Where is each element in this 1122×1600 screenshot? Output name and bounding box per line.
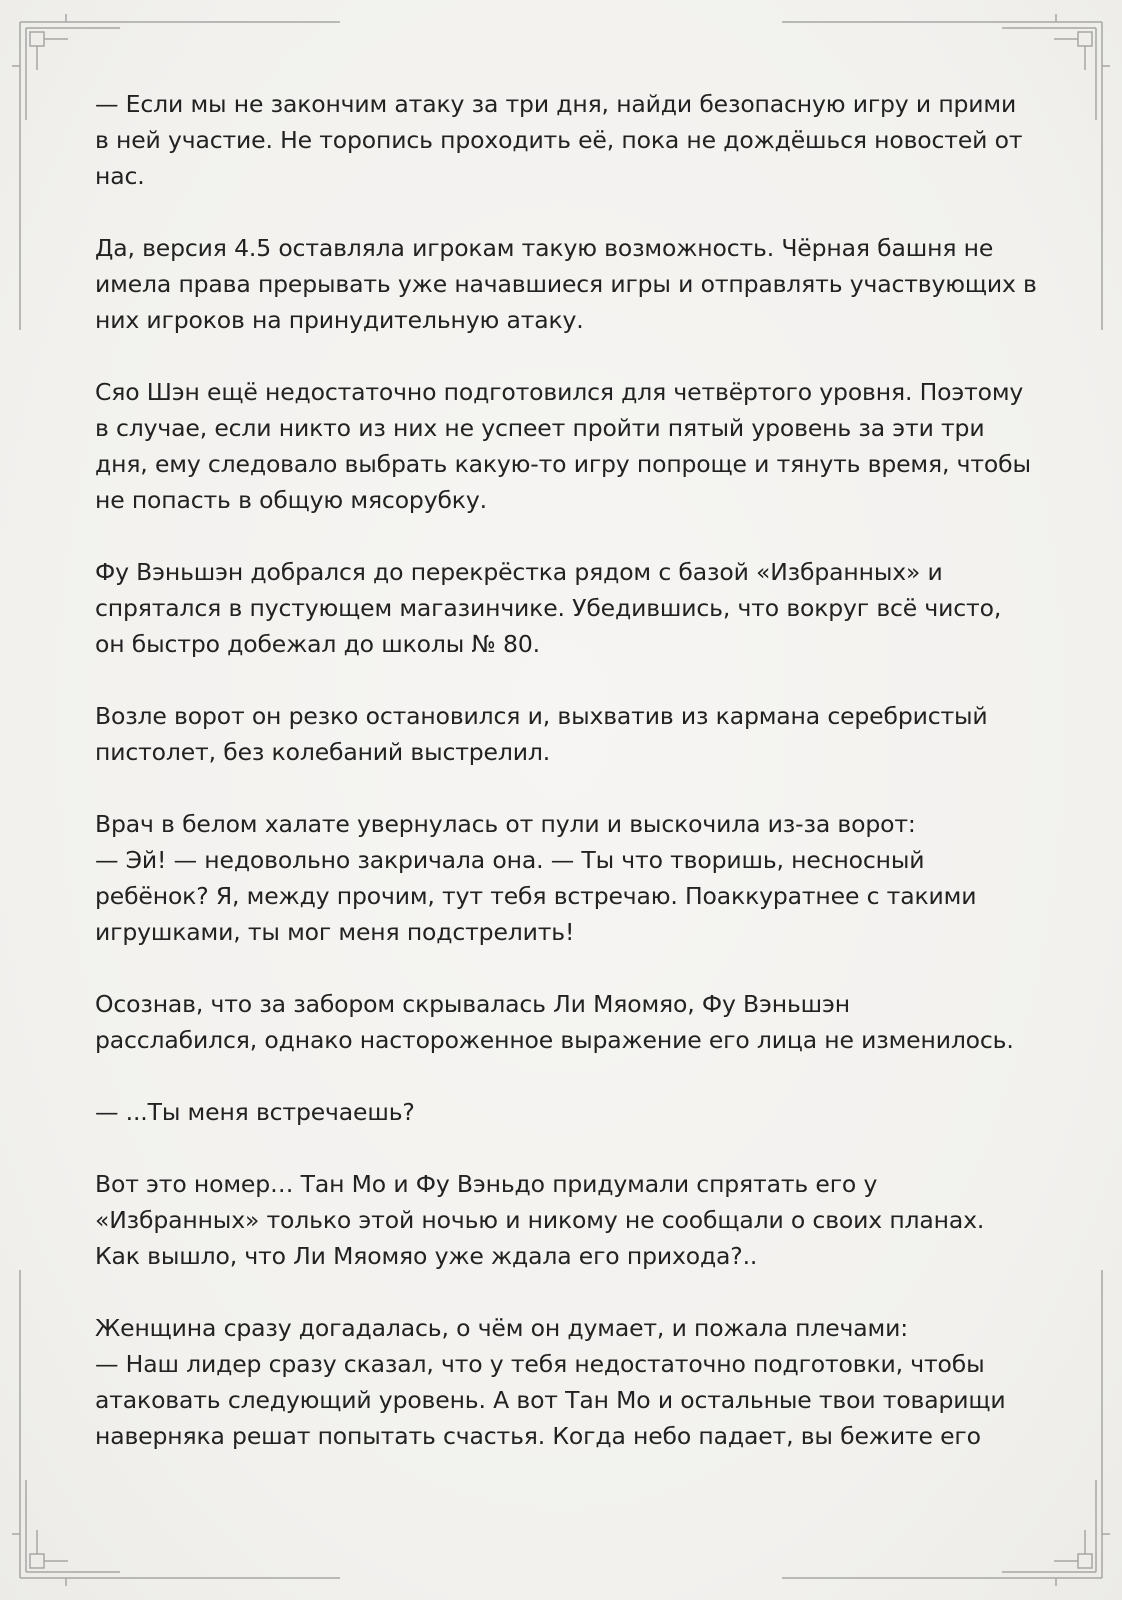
paragraph: Вот это номер… Тан Мо и Фу Вэньдо придумали спрятать его у «Избранных» только этой ночью и никому не сообщали о своих планах. Как вышло, что Ли Мяомяо уже ждала его прихода?.. [95, 1170, 985, 1270]
paragraph: — Если мы не закончим атаку за три дня, найди безопасную игру и прими в ней участие. Не торопись проходить её, пока не дождёшься новостей от нас. [95, 90, 1023, 190]
paragraph: Осознав, что за забором скрывалась Ли Мяомяо, Фу Вэньшэн расслабился, однако настороженное выражение его лица не изменилось. [95, 990, 1014, 1054]
paragraph: Да, версия 4.5 оставляла игрокам такую возможность. Чёрная башня не имела права прерывать уже начавшиеся игры и отправлять участвующих в них игроков на принудительную атаку. [95, 234, 1037, 334]
paragraph: — ...Ты меня встречаешь? [95, 1098, 415, 1126]
paragraph: Врач в белом халате увернулась от пули и выскочила из-за ворот: — Эй! — недовольно закричала она. — Ты что творишь, несносный ребёнок? Я, между прочим, тут тебя встречаю. Поаккуратнее с такими игрушками, ты мог меня подстрелить! [95, 810, 977, 946]
paragraph: Фу Вэньшэн добрался до перекрёстка рядом с базой «Избранных» и спрятался в пустующем магазинчике. Убедившись, что вокруг всё чисто, он быстро добежал до школы № 80. [95, 558, 1002, 658]
paragraph: Возле ворот он резко остановился и, выхватив из кармана серебристый пистолет, без колебаний выстрелил. [95, 702, 988, 766]
paragraph: Женщина сразу догадалась, о чём он думает, и пожала плечами: — Наш лидер сразу сказал, что у тебя недостаточно подготовки, чтобы атаковать следующий уровень. А вот Тан Мо и остальные твои товарищи наверняка решат попытать счастья. Когда небо падает, вы бежите его [95, 1314, 1006, 1450]
text-body [95, 86, 1055, 1454]
paragraph: Сяо Шэн ещё недостаточно подготовился для четвёртого уровня. Поэтому в случае, если никто из них не успеет пройти пятый уровень за эти три дня, ему следовало выбрать какую-то игру попроще и тянуть время, чтобы не попасть в общую мясорубку. [95, 378, 1031, 514]
